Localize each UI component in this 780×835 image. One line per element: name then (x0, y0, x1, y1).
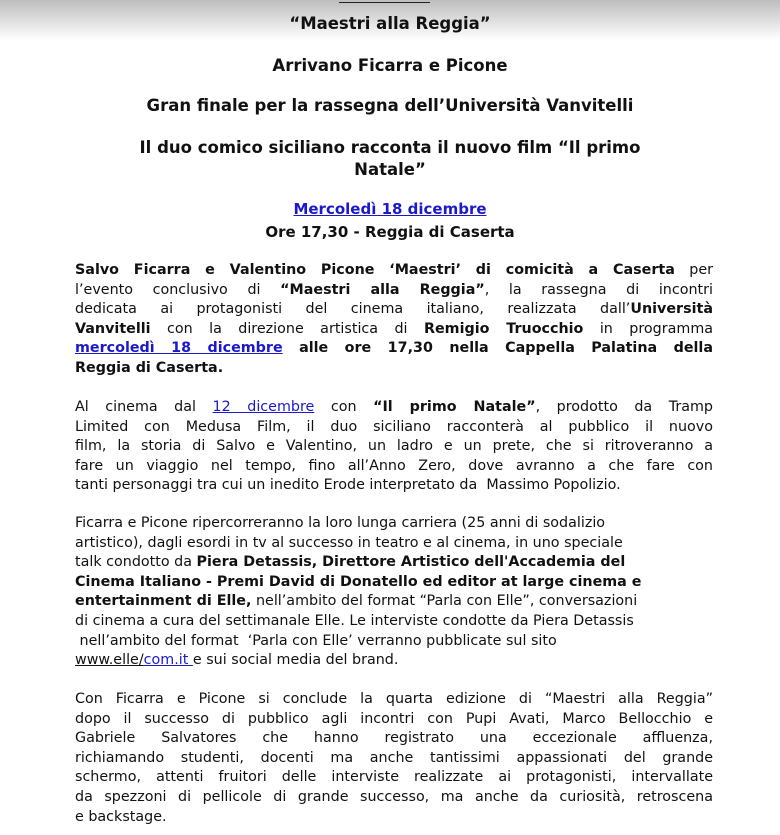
time-place: Ore 17,30 - Reggia di Caserta (265, 223, 515, 241)
inline-link[interactable]: 12 dicembre (212, 399, 315, 415)
text-segment: tanti personaggi tra cui un inedito Erode interpretato da Massimo Popolizio. (75, 477, 621, 494)
text-segment: in programma (583, 320, 714, 337)
text-line (75, 690, 713, 710)
text-segment: per (674, 262, 714, 278)
bold-text: Remigio Truocchio (423, 320, 584, 337)
subtitle-duo-line1: Il duo comico siciliano racconta il nuovo film “Il primo (139, 138, 641, 157)
bold-text: “Il primo Natale” (373, 399, 536, 415)
text-segment: richiamando studenti, docenti ma anche tantissimi appassionati del grande (75, 749, 713, 766)
text-line (75, 749, 713, 769)
bold-text: alle ore 17,30 nella Cappella Palatina della (282, 340, 713, 357)
text-segment: Al cinema dal (75, 399, 213, 415)
text-segment: , la rassegna di incontri (484, 281, 713, 298)
text-segment: con la direzione artistica di (150, 320, 424, 337)
text-segment: www.elle/ (75, 652, 144, 669)
paragraph-conclusion (75, 690, 713, 827)
text-segment: schermo, attenti fruitori delle interviste realizzate ai protagonisti, intervallate (75, 769, 713, 786)
text-line (75, 632, 713, 652)
text-segment: talk condotto da (75, 554, 197, 571)
text-line (75, 514, 713, 534)
text-line (75, 573, 713, 593)
bold-text: Piera Detassis, Direttore Artistico dell'Accademia del (196, 554, 626, 571)
text-segment: dopo il successo di pubblico agli incontri con Pupi Avati, Marco Bellocchio e (75, 710, 713, 727)
cut-off-underline (339, 2, 430, 3)
text-line (75, 534, 713, 554)
text-segment: fare un viaggio nel tempo, fino all’Anno Zero, dove avranno a che fare con (75, 457, 713, 474)
text-segment: e backstage. (75, 808, 167, 825)
bold-text: “Maestri alla Reggia” (280, 281, 485, 298)
text-segment: Ficarra e Picone ripercorreranno la loro lunga carriera (25 anni di sodalizio (75, 515, 606, 531)
text-line (75, 476, 713, 496)
bold-text: Università (630, 301, 713, 318)
inline-link[interactable]: com.it (143, 652, 193, 669)
date-link[interactable]: Mercoledì 18 dicembre (293, 200, 487, 218)
subtitle-duo-line2: Natale” (354, 160, 426, 179)
text-segment: Gabriele Salvatores che hanno registrato una eccezionale affluenza, (75, 730, 713, 747)
text-line (75, 339, 713, 359)
bold-text: Reggia di Caserta. (75, 359, 224, 376)
text-segment: l’evento conclusivo di (75, 281, 281, 298)
text-line (75, 281, 713, 301)
text-line (75, 418, 713, 438)
text-line (75, 612, 713, 632)
text-line (75, 437, 713, 457)
text-segment: con (314, 399, 374, 415)
paragraph-talk (75, 514, 713, 671)
text-segment: Con Ficarra e Picone si conclude la quarta edizione di “Maestri alla Reggia” (75, 691, 713, 707)
bold-text: entertainment di Elle, (75, 593, 252, 610)
document-title: “Maestri alla Reggia” (289, 14, 491, 33)
text-line (75, 359, 713, 379)
text-segment: artistico), dagli esordi in tv al successo in teatro e al cinema, in uno speciale (75, 534, 623, 551)
text-line (75, 398, 713, 418)
bold-text: Cinema Italiano - Premi David di Donatello ed editor at large cinema e (75, 573, 642, 590)
text-segment: da spezzoni di pellicole di grande successo, ma anche da curiosità, retroscena (75, 788, 713, 805)
text-line (75, 553, 713, 573)
text-line (75, 710, 713, 730)
paragraph-intro (75, 261, 713, 379)
text-line (75, 808, 713, 828)
text-segment: film, la storia di Salvo e Valentino, un ladro e un prete, che si ritroveranno a (75, 438, 713, 455)
text-line (75, 300, 713, 320)
text-segment: nell’ambito del format “Parla con Elle”, conversazioni (251, 593, 638, 610)
bold-text: Vanvitelli (75, 320, 151, 337)
text-line (75, 457, 713, 477)
text-segment: Limited con Medusa Film, il duo siciliano racconterà al pubblico il nuovo (75, 418, 713, 435)
text-segment: dedicata ai protagonisti del cinema italiano, realizzata dall’ (75, 301, 631, 318)
subtitle-gran-finale: Gran finale per la rassegna dell’Università Vanvitelli (146, 96, 634, 115)
text-line (75, 651, 713, 671)
text-segment: , prodotto da Tramp (535, 399, 713, 415)
text-segment: e sui social media del brand. (192, 652, 399, 669)
text-line (75, 320, 713, 340)
text-segment: di cinema a cura del settimanale Elle. Le interviste condotte da Piera Detassis (75, 612, 634, 629)
bold-text: Salvo Ficarra e Valentino Picone ‘Maestri’ di comicità a Caserta (75, 262, 675, 278)
text-line (75, 788, 713, 808)
text-segment: nell’ambito del format ‘Parla con Elle’ verranno pubblicate sul sito (75, 632, 557, 649)
text-line (75, 768, 713, 788)
subtitle-arrivano: Arrivano Ficarra e Picone (272, 56, 508, 75)
text-line (75, 261, 713, 281)
paragraph-film (75, 398, 713, 496)
inline-link[interactable]: mercoledì 18 dicembre (75, 340, 283, 357)
text-line (75, 592, 713, 612)
text-line (75, 729, 713, 749)
